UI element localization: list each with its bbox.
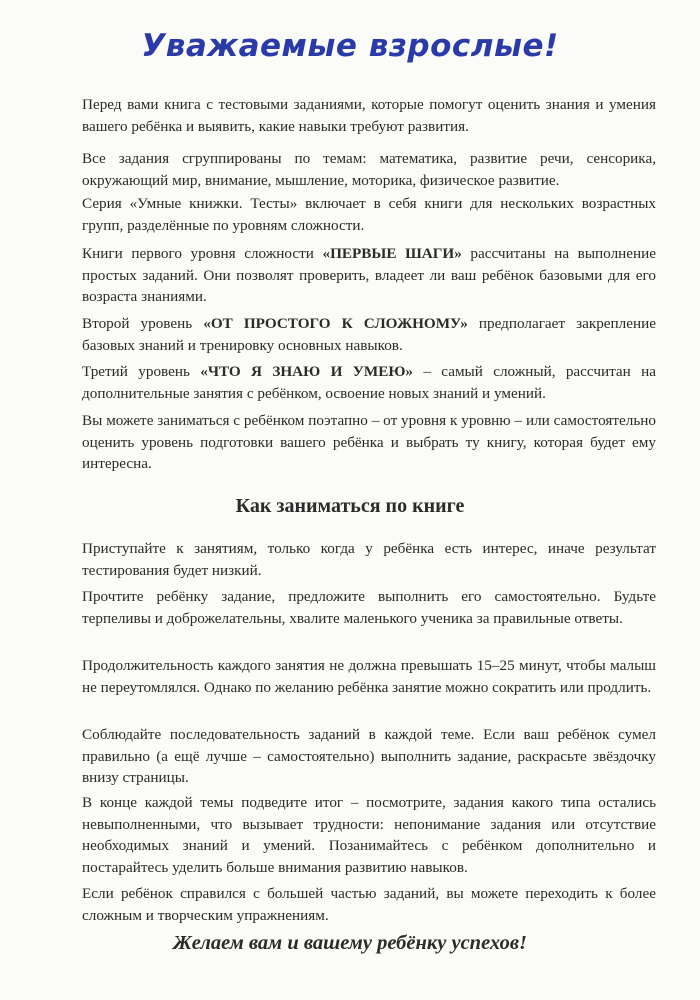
howto-heading: Как заниматься по книге (235, 495, 465, 517)
level-3-name: «ЧТО Я ЗНАЮ И УМЕЮ» (200, 363, 414, 380)
level-3-text-post: – самый сложный, рассчитан на дополнительные занятия с ребёнком, освоение новых знаний и умений. (82, 363, 656, 402)
level-2-text-pre: Второй уровень (82, 315, 204, 332)
level-2-name: «ОТ ПРОСТОГО К СЛОЖНОМУ» (203, 315, 468, 332)
intro-paragraph-7: Вы можете заниматься с ребёнком поэтапно – от уровня к уровню – или самостоятельно оценить уровень подготовки вашего ребёнка и выбрать ту книгу, которая будет ему интересна. (82, 412, 656, 472)
level-2-text-post: предполагает закрепление базовых знаний и тренировку основных навыков. (82, 315, 656, 354)
intro-paragraph-6 (82, 361, 656, 404)
closing-wish: Желаем вам и вашему ребёнку успехов! (172, 932, 528, 954)
howto-paragraph-6: Если ребёнок справился с большей частью заданий, вы можете переходить к более сложным и творческим упражнениям. (82, 885, 656, 924)
intro-paragraph-5 (82, 313, 656, 356)
intro-paragraph-3: Серия «Умные книжки. Тесты» включает в себя книги для нескольких возрастных групп, разделённые по уровням сложности. (82, 195, 656, 234)
level-1-text-post: рассчитаны на выполнение простых заданий. Они позволят проверить, владеет ли ваш ребёнок базовыми для его возраста знаниями. (82, 245, 657, 305)
level-3-text-pre: Третий уровень (82, 363, 201, 380)
howto-paragraph-3: Продолжительность каждого занятия не должна превышать 15–25 минут, чтобы малыш не переутомлялся. Однако по желанию ребёнка занятие можно сократить или продлить. (82, 657, 656, 696)
howto-paragraph-4: Соблюдайте последовательность заданий в каждой теме. Если ваш ребёнок сумел правильно (а ещё лучше – самостоятельно) выполнить задание, раскрасьте звёздочку внизу страницы. (82, 726, 656, 786)
intro-paragraph-4 (82, 243, 656, 308)
intro-paragraph-2: Все задания сгруппированы по темам: математика, развитие речи, сенсорика, окружающий мир, внимание, мышление, моторика, физическое развитие. (82, 150, 656, 189)
level-1-text-pre: Книги первого уровня сложности (82, 245, 323, 262)
level-1-name: «ПЕРВЫЕ ШАГИ» (322, 245, 462, 262)
intro-paragraph-1: Перед вами книга с тестовыми заданиями, которые помогут оценить знания и умения вашего ребёнка и выявить, какие навыки требуют развития. (82, 96, 656, 135)
howto-paragraph-2: Прочтите ребёнку задание, предложите выполнить его самостоятельно. Будьте терпеливы и доброжелательны, хвалите маленького ученика за правильные ответы. (82, 588, 656, 627)
page-title: Уважаемые взрослые! (141, 28, 559, 64)
howto-paragraph-5: В конце каждой темы подведите итог – посмотрите, задания какого типа остались невыполненными, что вызывает трудности: непонимание задания или отсутствие необходимых знаний и умений. Позанимайтесь с ребёнком дополнительно и постарайтесь уделить больше внимания развитию навыков. (82, 794, 656, 876)
howto-paragraph-1: Приступайте к занятиям, только когда у ребёнка есть интерес, иначе результат тестирования будет низкий. (82, 540, 656, 579)
